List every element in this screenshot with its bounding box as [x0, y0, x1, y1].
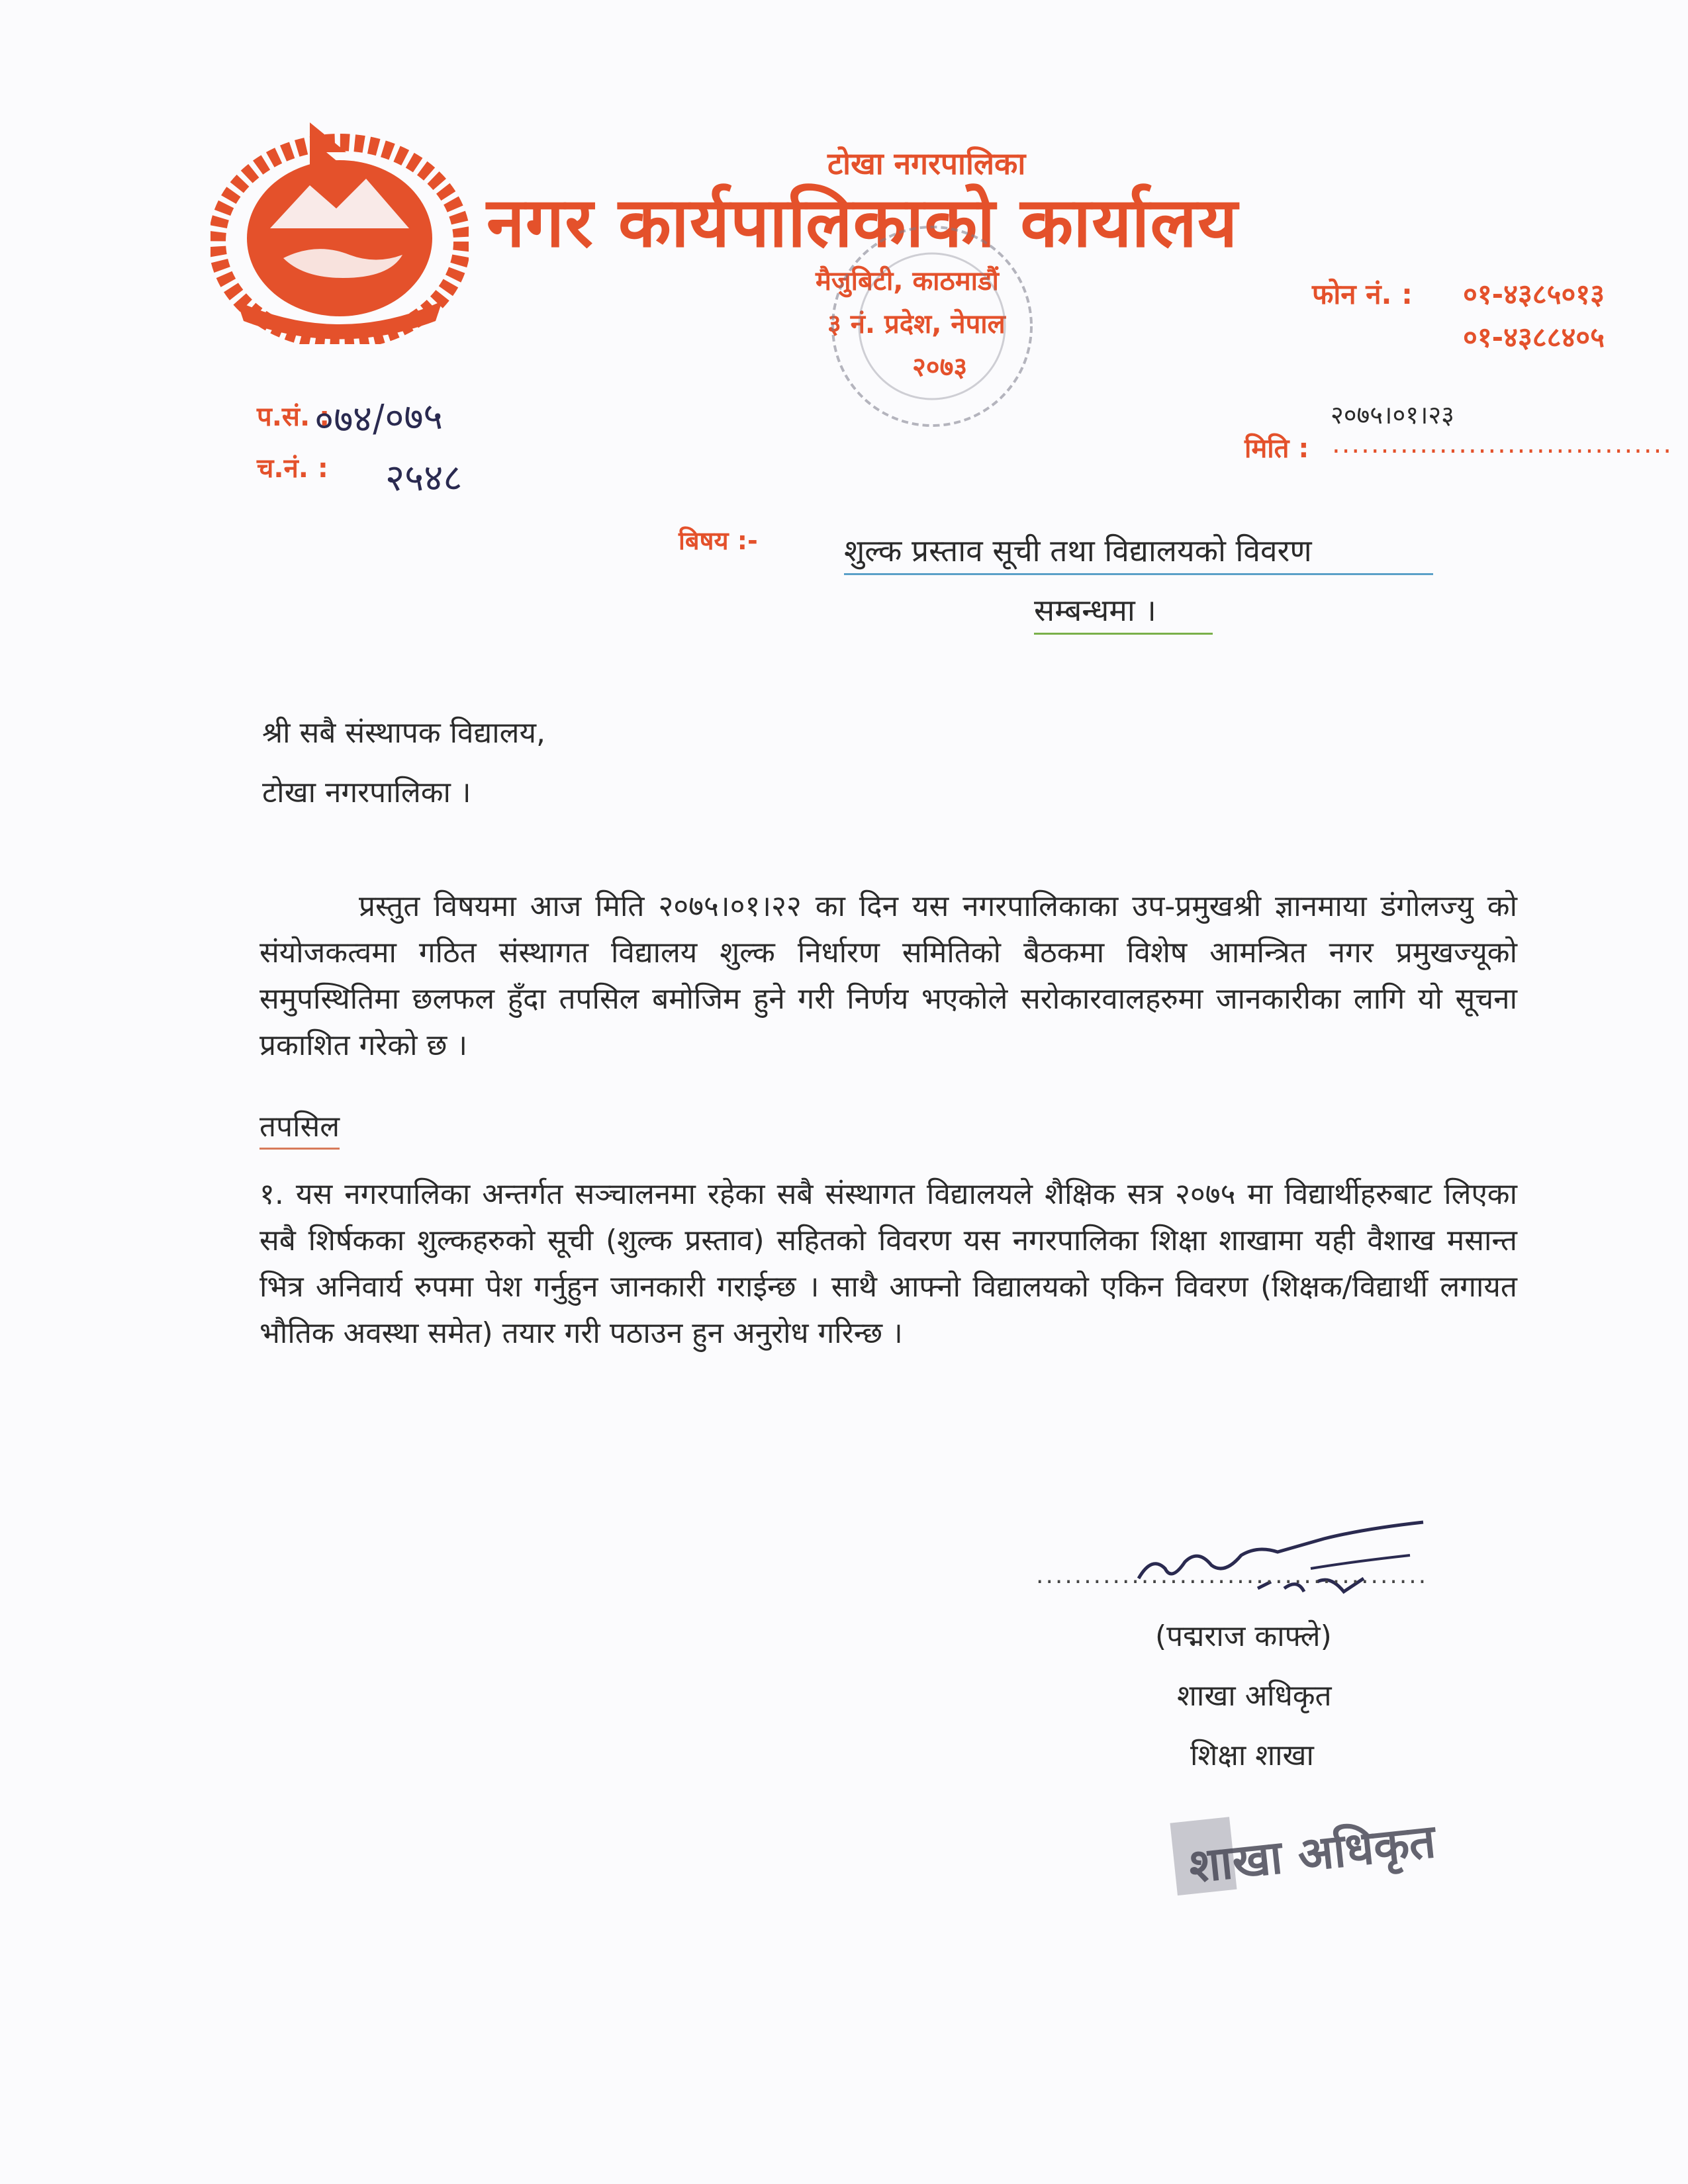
signatory-title: शाखा अधिकृत [1177, 1679, 1332, 1713]
phone-label: फोन नं. : [1312, 278, 1413, 310]
address-line-2: ३ नं. प्रदेश, नेपाल [827, 309, 1006, 340]
subject-label: बिषय :- [679, 526, 758, 555]
signature-dotted-line: ......................................... [1036, 1562, 1429, 1589]
dispatch-number-label: च.नं. : [257, 453, 328, 484]
letter-date: २०७५।०१।२३ [1331, 400, 1454, 430]
branch-stamp-text: शाखा अधिकृत [1186, 1813, 1438, 1894]
office-round-stamp [780, 210, 1084, 435]
reference-number-label: प.सं. : [257, 402, 330, 432]
addressee-line-1: श्री सबै संस्थापक विद्यालय, [262, 716, 545, 750]
signatory-section: शिक्षा शाखा [1190, 1739, 1314, 1772]
dispatch-number-value: २५४८ [385, 457, 463, 500]
tapasil-heading: तपसिल [259, 1105, 340, 1150]
date-dotted-line: ................................... [1332, 429, 1673, 459]
municipality-name: टोखा नगरपालिका [827, 146, 1026, 181]
subject-line-2: सम्बन्धमा । [1034, 589, 1213, 635]
address-line-1: मैजुबिटी, काठमाडौं [816, 266, 999, 296]
addressee-line-2: टोखा नगरपालिका । [262, 776, 471, 809]
date-label: मिति : [1244, 433, 1309, 464]
address-line-3: २०७३ [912, 352, 968, 383]
office-title: नगर कार्यपालिकाको कार्यालय [487, 182, 1239, 263]
phone-number-1: ०१-४३८५०१३ [1463, 278, 1605, 310]
reference-number-value: ०७४/०७५ [314, 394, 444, 443]
phone-number-2: ०१-४३८८४०५ [1463, 321, 1605, 353]
list-item: १. यस नगरपालिका अन्तर्गत सञ्चालनमा रहेका सबै संस्थागत विद्यालयले शैक्षिक सत्र २०७५ मा विद्यार्थीहरुबाट लिएका सबै शिर्षकका शुल्कहरुको सूची (शुल्क प्रस्ताव) सहितको विवरण यस नगरपालिका शिक्षा शाखामा यही वैशाख मसान्त भित्र अनिवार्य रुपमा पेश गर्नुहुन जानकारी गराईन्छ । साथै आफ्नो विद्यालयको एकिन विवरण (शिक्षक/विद्यार्थी लगायत भौतिक अवस्था समेत) तयार गरी पठाउन हुन अनुरोध गरिन्छ । [259, 1177, 1517, 1350]
nepal-emblem-logo [211, 122, 469, 344]
signatory-name: (पद्मराज काफ्ले) [1155, 1619, 1332, 1653]
body-paragraph: प्रस्तुत विषयमा आज मिति २०७५।०१।२२ का दिन यस नगरपालिकाका उप-प्रमुखश्री ज्ञानमाया डंगोलज्यु को संयोजकत्वमा गठित संस्थागत विद्यालय शुल्क निर्धारण समितिको बैठकमा विशेष आमन्त्रित नगर प्रमुखज्यूको समुपस्थितिमा छलफल हुँदा तपसिल बमोजिम हुने गरी निर्णय भएकोले सरोकारवालहरुमा जानकारीका लागि यो सूचना प्रकाशित गरेको छ । [259, 889, 1517, 1062]
subject-line-1: शुल्क प्रस्ताव सूची तथा विद्यालयको विवरण [844, 529, 1433, 575]
